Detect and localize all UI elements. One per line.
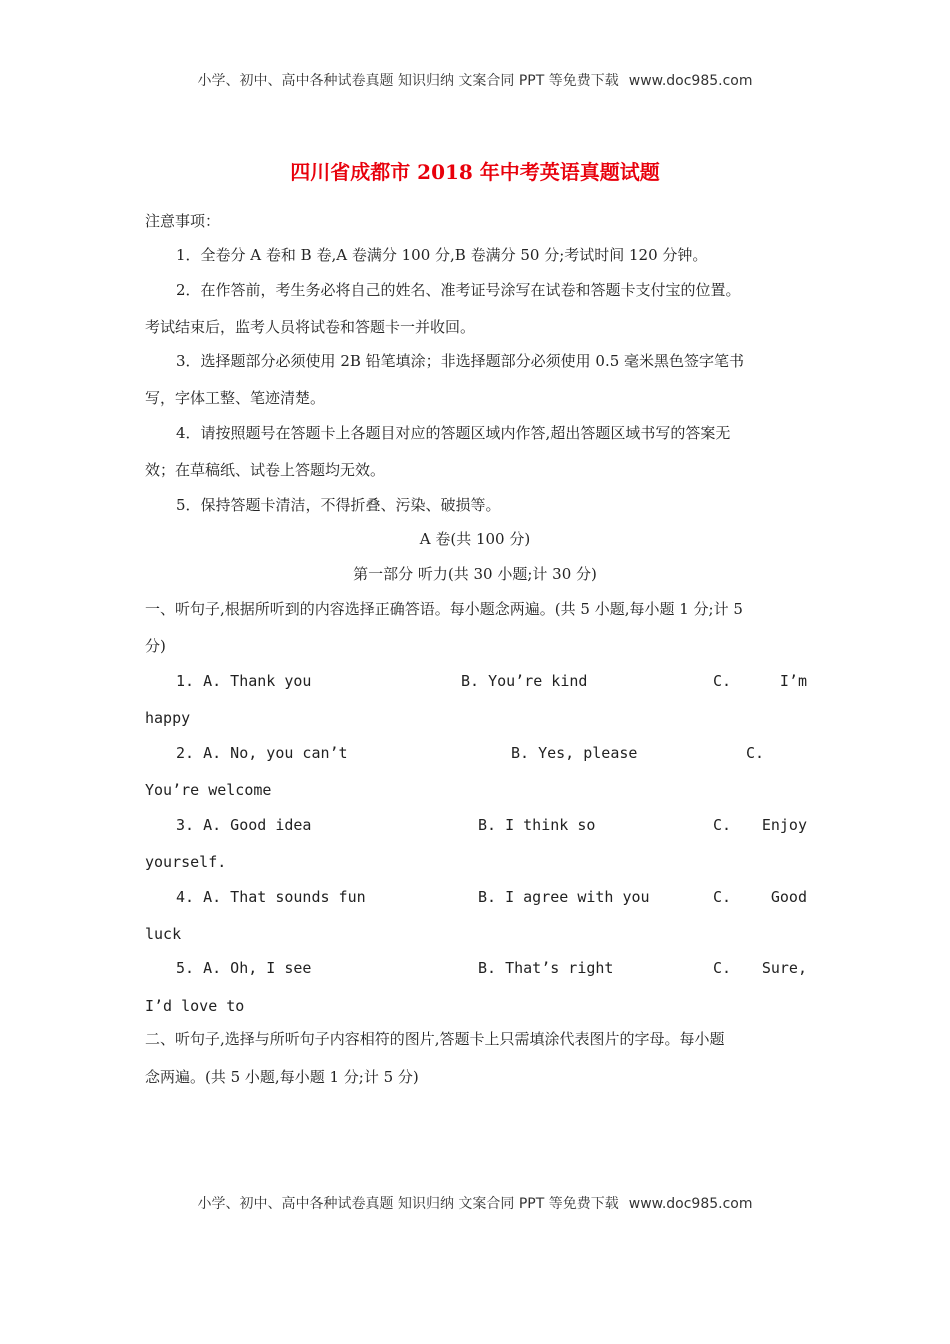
question-5-option-b: B. That’s right (478, 959, 614, 977)
page-header (0, 70, 950, 90)
document-title: 四川省成都市 2018 年中考英语真题试题 (290, 160, 660, 184)
question-3-option-c-wrap: yourself. (145, 853, 227, 871)
question-2-option-a: 2. A. No, you can’t (176, 744, 348, 762)
notice-item-4-cont: 效；在草稿纸、试卷上答题均无效。 (145, 461, 386, 479)
footer-url[interactable]: www.doc985.com (628, 1196, 753, 1212)
question-4-option-c-wrap: luck (145, 925, 182, 943)
question-5-option-a: 5. A. Oh, I see (176, 959, 312, 977)
notice-item-2: 2．在作答前，考生务必将自己的姓名、准考证号涂写在试卷和答题卡支付宝的位置。 (176, 281, 741, 299)
footer-text: 小学、初中、高中各种试卷真题 知识归纳 文案合同 PPT 等免费下载 (197, 1196, 619, 1212)
question-1-option-c-label: C. (713, 672, 732, 690)
q2-instructions-cont: 念两遍。(共 5 小题,每小题 1 分;计 5 分) (145, 1068, 419, 1086)
question-3-option-c-label: C. (713, 816, 732, 834)
question-5-option-c-label: C. (713, 959, 732, 977)
question-3-option-c-start: Enjoy (761, 816, 807, 834)
notice-item-1: 1．全卷分 A 卷和 B 卷,A 卷满分 100 分,B 卷满分 50 分;考试时间 120 分钟。 (176, 246, 708, 264)
question-4-option-b: B. I agree with you (478, 888, 650, 906)
notice-item-5: 5．保持答题卡清洁，不得折叠、污染、破损等。 (176, 496, 501, 514)
question-3-option-b: B. I think so (478, 816, 596, 834)
question-2-option-c-label: C. (746, 744, 765, 762)
header-text: 小学、初中、高中各种试卷真题 知识归纳 文案合同 PPT 等免费下载 (197, 73, 619, 89)
question-1-option-c-wrap: happy (145, 709, 191, 727)
question-2-option-c-wrap: You’re welcome (145, 781, 272, 799)
header-url[interactable]: www.doc985.com (628, 73, 753, 89)
notice-heading: 注意事项： (145, 212, 221, 230)
section-a-heading: A 卷(共 100 分) (419, 530, 531, 548)
notice-item-4: 4．请按照题号在答题卡上各题目对应的答题区域内作答,超出答题区域书写的答案无 (176, 424, 731, 442)
question-4-option-c-start: Good (770, 888, 807, 906)
question-4-option-a: 4. A. That sounds fun (176, 888, 366, 906)
question-3-option-a: 3. A. Good idea (176, 816, 312, 834)
notice-item-3: 3．选择题部分必须使用 2B 铅笔填涂；非选择题部分必须使用 0.5 毫米黑色签字笔书 (176, 352, 745, 370)
question-5-option-c-start: Sure, (761, 959, 807, 977)
question-4-option-c-label: C. (713, 888, 732, 906)
q2-instructions: 二、听句子,选择与所听句子内容相符的图片,答题卡上只需填涂代表图片的字母。每小题 (145, 1030, 725, 1048)
q1-instructions-cont: 分) (145, 637, 166, 655)
question-1-option-c-start: I’m (779, 672, 807, 690)
notice-item-2-cont: 考试结束后，监考人员将试卷和答题卡一并收回。 (145, 318, 476, 336)
question-1-option-a: 1. A. Thank you (176, 672, 312, 690)
question-1-option-b: B. You’re kind (461, 672, 588, 690)
page-footer (0, 1193, 950, 1213)
question-5-option-c-wrap: I’d love to (145, 997, 245, 1015)
q1-instructions: 一、听句子,根据所听到的内容选择正确答语。每小题念两遍。(共 5 小题,每小题 1 分;计 5 (145, 600, 743, 618)
notice-item-3-cont: 写，字体工整、笔迹清楚。 (145, 389, 326, 407)
question-2-option-b: B. Yes, please (511, 744, 638, 762)
part-one-heading: 第一部分 听力(共 30 小题;计 30 分) (353, 565, 597, 583)
